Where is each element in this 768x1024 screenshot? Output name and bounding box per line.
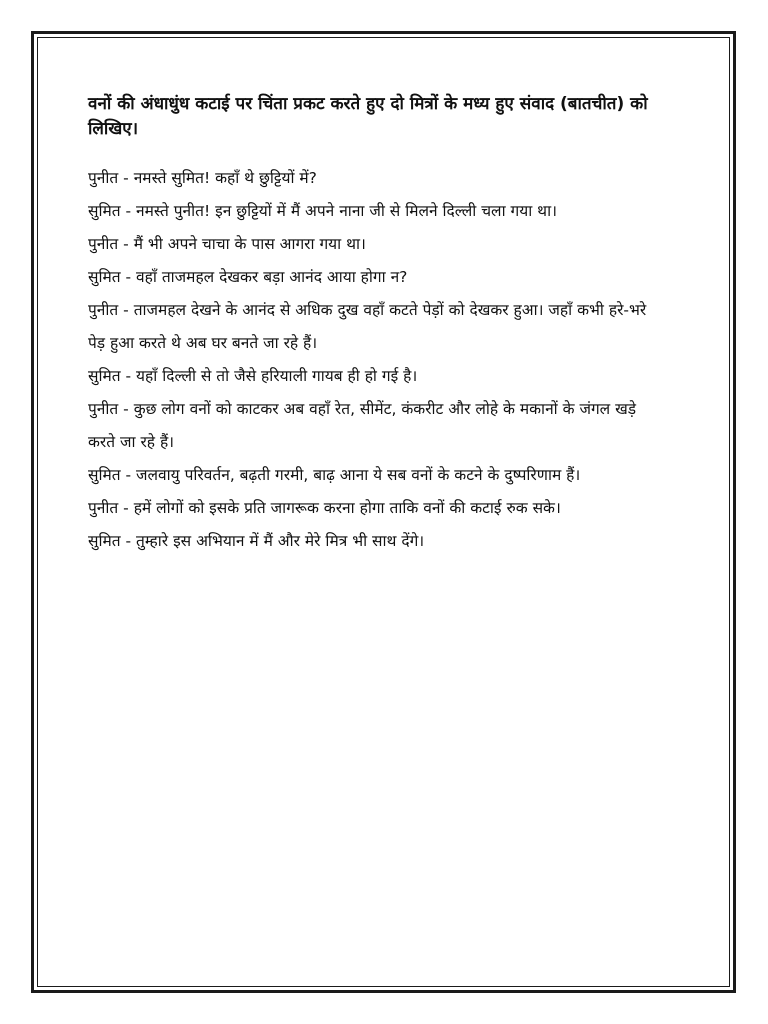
- dialogue-line: पुनीत - कुछ लोग वनों को काटकर अब वहाँ रेत, सीमेंट, कंकरीट और लोहे के मकानों के जंगल खड़े करते जा रहे हैं।: [88, 400, 637, 451]
- dialogue-line: पुनीत - मैं भी अपने चाचा के पास आगरा गया था।: [88, 235, 366, 253]
- dialogue-line: सुमित - जलवायु परिवर्तन, बढ़ती गरमी, बाढ़ आना ये सब वनों के कटने के दुष्परिणाम हैं।: [88, 466, 581, 484]
- dialogue-line: सुमित - नमस्ते पुनीत! इन छुट्टियों में मैं अपने नाना जी से मिलने दिल्ली चला गया था।: [88, 202, 557, 220]
- dialogue-line: पुनीत - ताजमहल देखने के आनंद से अधिक दुख वहाँ कटते पेड़ों को देखकर हुआ। जहाँ कभी हरे-भरे पेड़ हुआ करते थे अब घर बनते जा रहे हैं।: [88, 301, 647, 352]
- dialogue-line: सुमित - वहाँ ताजमहल देखकर बड़ा आनंद आया होगा न?: [88, 268, 408, 286]
- dialogue-line: सुमित - यहाँ दिल्ली से तो जैसे हरियाली गायब ही हो गई है।: [88, 367, 418, 385]
- dialogue-line: सुमित - तुम्हारे इस अभियान में मैं और मेरे मित्र भी साथ देंगे।: [88, 532, 425, 550]
- document-title: वनों की अंधाधुंध कटाई पर चिंता प्रकट करते हुए दो मित्रों के मध्य हुए संवाद (बातचीत) को लिखिए।: [88, 94, 648, 139]
- dialogue-line: पुनीत - नमस्ते सुमित! कहाँ थे छुट्टियों में?: [88, 169, 317, 187]
- dialogue-list: [88, 162, 648, 558]
- dialogue-line: पुनीत - हमें लोगों को इसके प्रति जागरूक करना होगा ताकि वनों की कटाई रुक सके।: [88, 499, 561, 517]
- document-content: [88, 92, 648, 558]
